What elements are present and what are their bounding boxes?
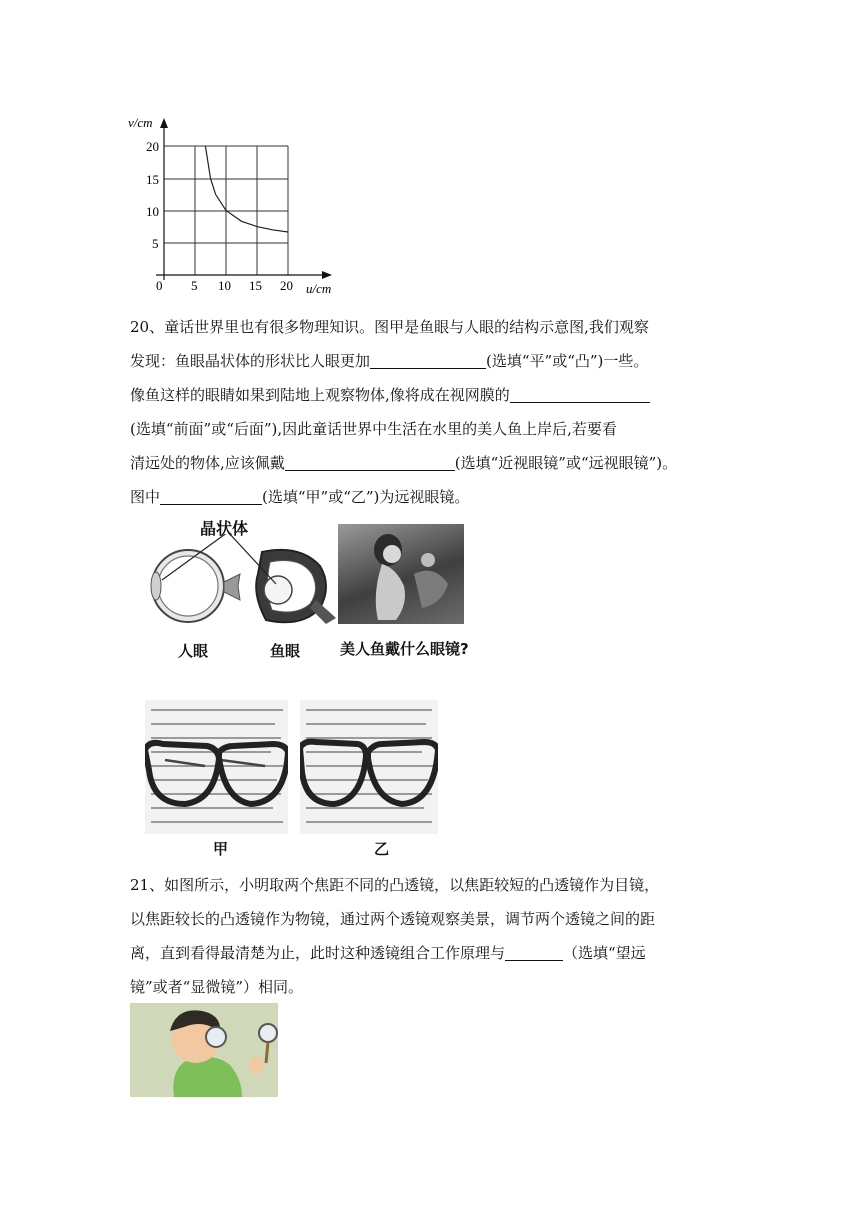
q20-line-4: (选填“前面”或“后面”),因此童话世界中生活在水里的美人鱼上岸后,若要看 [130, 420, 617, 438]
q20-blank-2[interactable] [510, 384, 650, 403]
v-u-curve [205, 146, 288, 232]
mermaid-figure [338, 524, 464, 624]
glasses-b-image [300, 700, 438, 834]
eye-diagram [140, 534, 340, 634]
x-axis-label: u/cm [306, 281, 332, 296]
mermaid-caption: 美人鱼戴什么眼镜? [340, 640, 469, 658]
lens-label: 晶状体 [200, 519, 249, 538]
boy-with-lenses-image [130, 1003, 278, 1097]
y-axis-label: v/cm [128, 115, 153, 130]
mermaid-image [338, 524, 464, 624]
x-tick-10: 10 [218, 278, 231, 293]
q20-line-5: 清远处的物体,应该佩戴 (选填“近视眼镜”或“远视眼镜”)。 [130, 454, 678, 472]
x-tick-20: 20 [280, 278, 293, 293]
question-21 [130, 868, 740, 1004]
q21-blank-1[interactable] [505, 942, 563, 961]
fish-eye-caption: 鱼眼 [270, 642, 301, 660]
question-20 [130, 310, 740, 514]
human-eye-caption: 人眼 [178, 642, 209, 660]
fish-eye-illustration [256, 550, 336, 624]
glasses-a-image [145, 700, 288, 834]
q21-line-3: 离，直到看得最清楚为止，此时这种透镜组合工作原理与 （选填“望远 [130, 944, 646, 962]
x-axis-arrow [322, 271, 332, 279]
y-tick-10: 10 [146, 204, 159, 219]
q20-blank-1[interactable] [370, 350, 486, 369]
x-tick-5: 5 [191, 278, 198, 293]
q20-blank-4[interactable] [160, 486, 262, 505]
y-axis-arrow [160, 118, 168, 128]
y-tick-15: 15 [146, 172, 159, 187]
q20-line-1: 20、童话世界里也有很多物理知识。图甲是鱼眼与人眼的结构示意图,我们观察 [130, 318, 649, 336]
q20-line-2: 发现：鱼眼晶状体的形状比人眼更加 (选填“平”或“凸”)一些。 [130, 352, 649, 370]
origin-label: 0 [156, 278, 163, 293]
q20-line-3: 像鱼这样的眼睛如果到陆地上观察物体,像将成在视网膜的 [130, 378, 740, 412]
q21-line-4: 镜”或者“显微镜”）相同。 [130, 978, 304, 996]
x-tick-15: 15 [249, 278, 262, 293]
q20-line-6: 图中 (选填“甲”或“乙”)为远视眼镜。 [130, 488, 470, 506]
q21-line-2: 以焦距较长的凸透镜作为物镜，通过两个透镜观察美景，调节两个透镜之间的距 [130, 910, 656, 928]
glasses-a-caption: 甲 [213, 840, 229, 858]
q20-blank-3[interactable] [285, 452, 455, 471]
glasses-b-caption: 乙 [374, 840, 390, 858]
v-u-graph [120, 110, 350, 300]
y-tick-20: 20 [146, 139, 159, 154]
y-tick-5: 5 [152, 236, 159, 251]
human-eye-illustration [151, 550, 240, 622]
q21-line-1: 21、如图所示，小明取两个焦距不同的凸透镜，以焦距较短的凸透镜作为目镜， [130, 876, 660, 894]
